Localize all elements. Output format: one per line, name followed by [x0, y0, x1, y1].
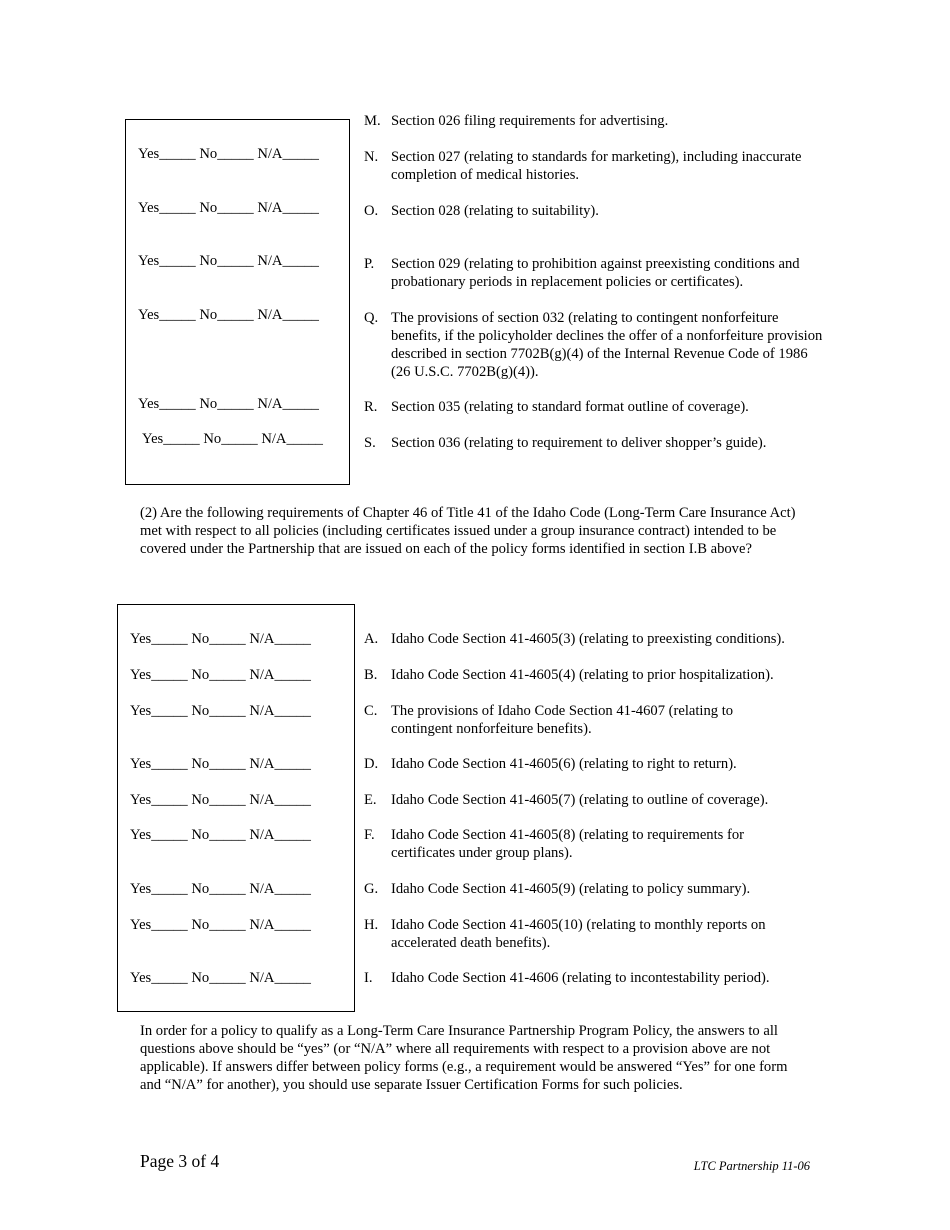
item-letter: F.	[364, 827, 375, 843]
item-letter: G.	[364, 881, 379, 897]
item-letter: E.	[364, 792, 377, 808]
closing-paragraph: In order for a policy to qualify as a Long-Term Care Insurance Partnership Program Policy, the answers to all questions above should be “yes” (or “N/A” where all requirements with respect to a provision above are not applicable). If answers differ between policy forms (e.g., a requirement would be answered “Yes” for one form and “N/A” for another), you should use separate Issuer Certification Forms for such policies.	[140, 1023, 788, 1093]
item-text: Idaho Code Section 41-4606 (relating to incontestability period).	[391, 970, 770, 986]
answer-line-i[interactable]: Yes_____ No_____ N/A_____	[130, 970, 311, 986]
answer-line-a[interactable]: Yes_____ No_____ N/A_____	[130, 631, 311, 647]
answer-line-g[interactable]: Yes_____ No_____ N/A_____	[130, 881, 311, 897]
answer-line-n[interactable]: Yes_____ No_____ N/A_____	[138, 146, 319, 162]
item-letter: D.	[364, 756, 379, 772]
item-text: Idaho Code Section 41-4605(10) (relating to monthly reports on accelerated death benefits).	[391, 917, 766, 951]
item-text: Idaho Code Section 41-4605(9) (relating to policy summary).	[391, 881, 751, 897]
document-id: LTC Partnership 11-06	[693, 1159, 810, 1173]
item-letter: N.	[364, 149, 379, 165]
item-text: Section 036 (relating to requirement to deliver shopper’s guide).	[391, 435, 767, 451]
answer-line-p[interactable]: Yes_____ No_____ N/A_____	[138, 253, 319, 269]
item-letter: R.	[364, 399, 378, 415]
answer-line-h[interactable]: Yes_____ No_____ N/A_____	[130, 917, 311, 933]
item-text: The provisions of section 032 (relating to contingent nonforfeiture benefits, if the policyholder declines the offer of a nonforfeiture provision described in section 7702B(g)(4) of the Internal Revenue Code of 1986 (26 U.S.C. 7702B(g)(4)).	[391, 310, 823, 380]
item-text: The provisions of Idaho Code Section 41-4607 (relating to contingent nonforfeiture benefits).	[391, 703, 734, 737]
answer-line-c[interactable]: Yes_____ No_____ N/A_____	[130, 703, 311, 719]
item-text: Idaho Code Section 41-4605(7) (relating to outline of coverage).	[391, 792, 769, 808]
item-text: Idaho Code Section 41-4605(3) (relating to preexisting conditions).	[391, 631, 785, 647]
item-text: Section 035 (relating to standard format outline of coverage).	[391, 399, 749, 415]
item-letter: O.	[364, 203, 379, 219]
item-text: Section 029 (relating to prohibition against preexisting conditions and probationary periods in replacement policies or certificates).	[391, 256, 800, 290]
answer-line-f[interactable]: Yes_____ No_____ N/A_____	[130, 827, 311, 843]
answer-line-q[interactable]: Yes_____ No_____ N/A_____	[138, 307, 319, 323]
answer-line-e[interactable]: Yes_____ No_____ N/A_____	[130, 792, 311, 808]
answer-line-r[interactable]: Yes_____ No_____ N/A_____	[138, 396, 319, 412]
item-letter: H.	[364, 917, 379, 933]
answer-line-s[interactable]: Yes_____ No_____ N/A_____	[142, 431, 323, 447]
item-letter: Q.	[364, 310, 379, 326]
item-letter: B.	[364, 667, 378, 683]
item-letter: A.	[364, 631, 379, 647]
item-text: Idaho Code Section 41-4605(4) (relating to prior hospitalization).	[391, 667, 774, 683]
item-letter: P.	[364, 256, 375, 272]
item-text: Section 027 (relating to standards for marketing), including inaccurate completion of medical histories.	[391, 149, 802, 183]
answer-line-d[interactable]: Yes_____ No_____ N/A_____	[130, 756, 311, 772]
item-text: Idaho Code Section 41-4605(6) (relating to right to return).	[391, 756, 737, 772]
answer-line-b[interactable]: Yes_____ No_____ N/A_____	[130, 667, 311, 683]
item-letter: S.	[364, 435, 376, 451]
answer-line-o[interactable]: Yes_____ No_____ N/A_____	[138, 200, 319, 216]
item-text: Idaho Code Section 41-4605(8) (relating to requirements for certificates under group plans).	[391, 827, 744, 861]
item-letter: I.	[364, 970, 373, 986]
question-2-text: (2) Are the following requirements of Chapter 46 of Title 41 of the Idaho Code (Long-Term Care Insurance Act) met with respect to all policies (including certificates issued under a group insurance contract) intended to be covered under the Partnership that are issued on each of the policy forms identified in section I.B above?	[140, 505, 796, 557]
item-text: Section 026 filing requirements for advertising.	[391, 113, 669, 129]
item-letter: M.	[364, 113, 381, 129]
item-text: Section 028 (relating to suitability).	[391, 203, 599, 219]
item-letter: C.	[364, 703, 378, 719]
page-number: Page 3 of 4	[140, 1151, 220, 1171]
